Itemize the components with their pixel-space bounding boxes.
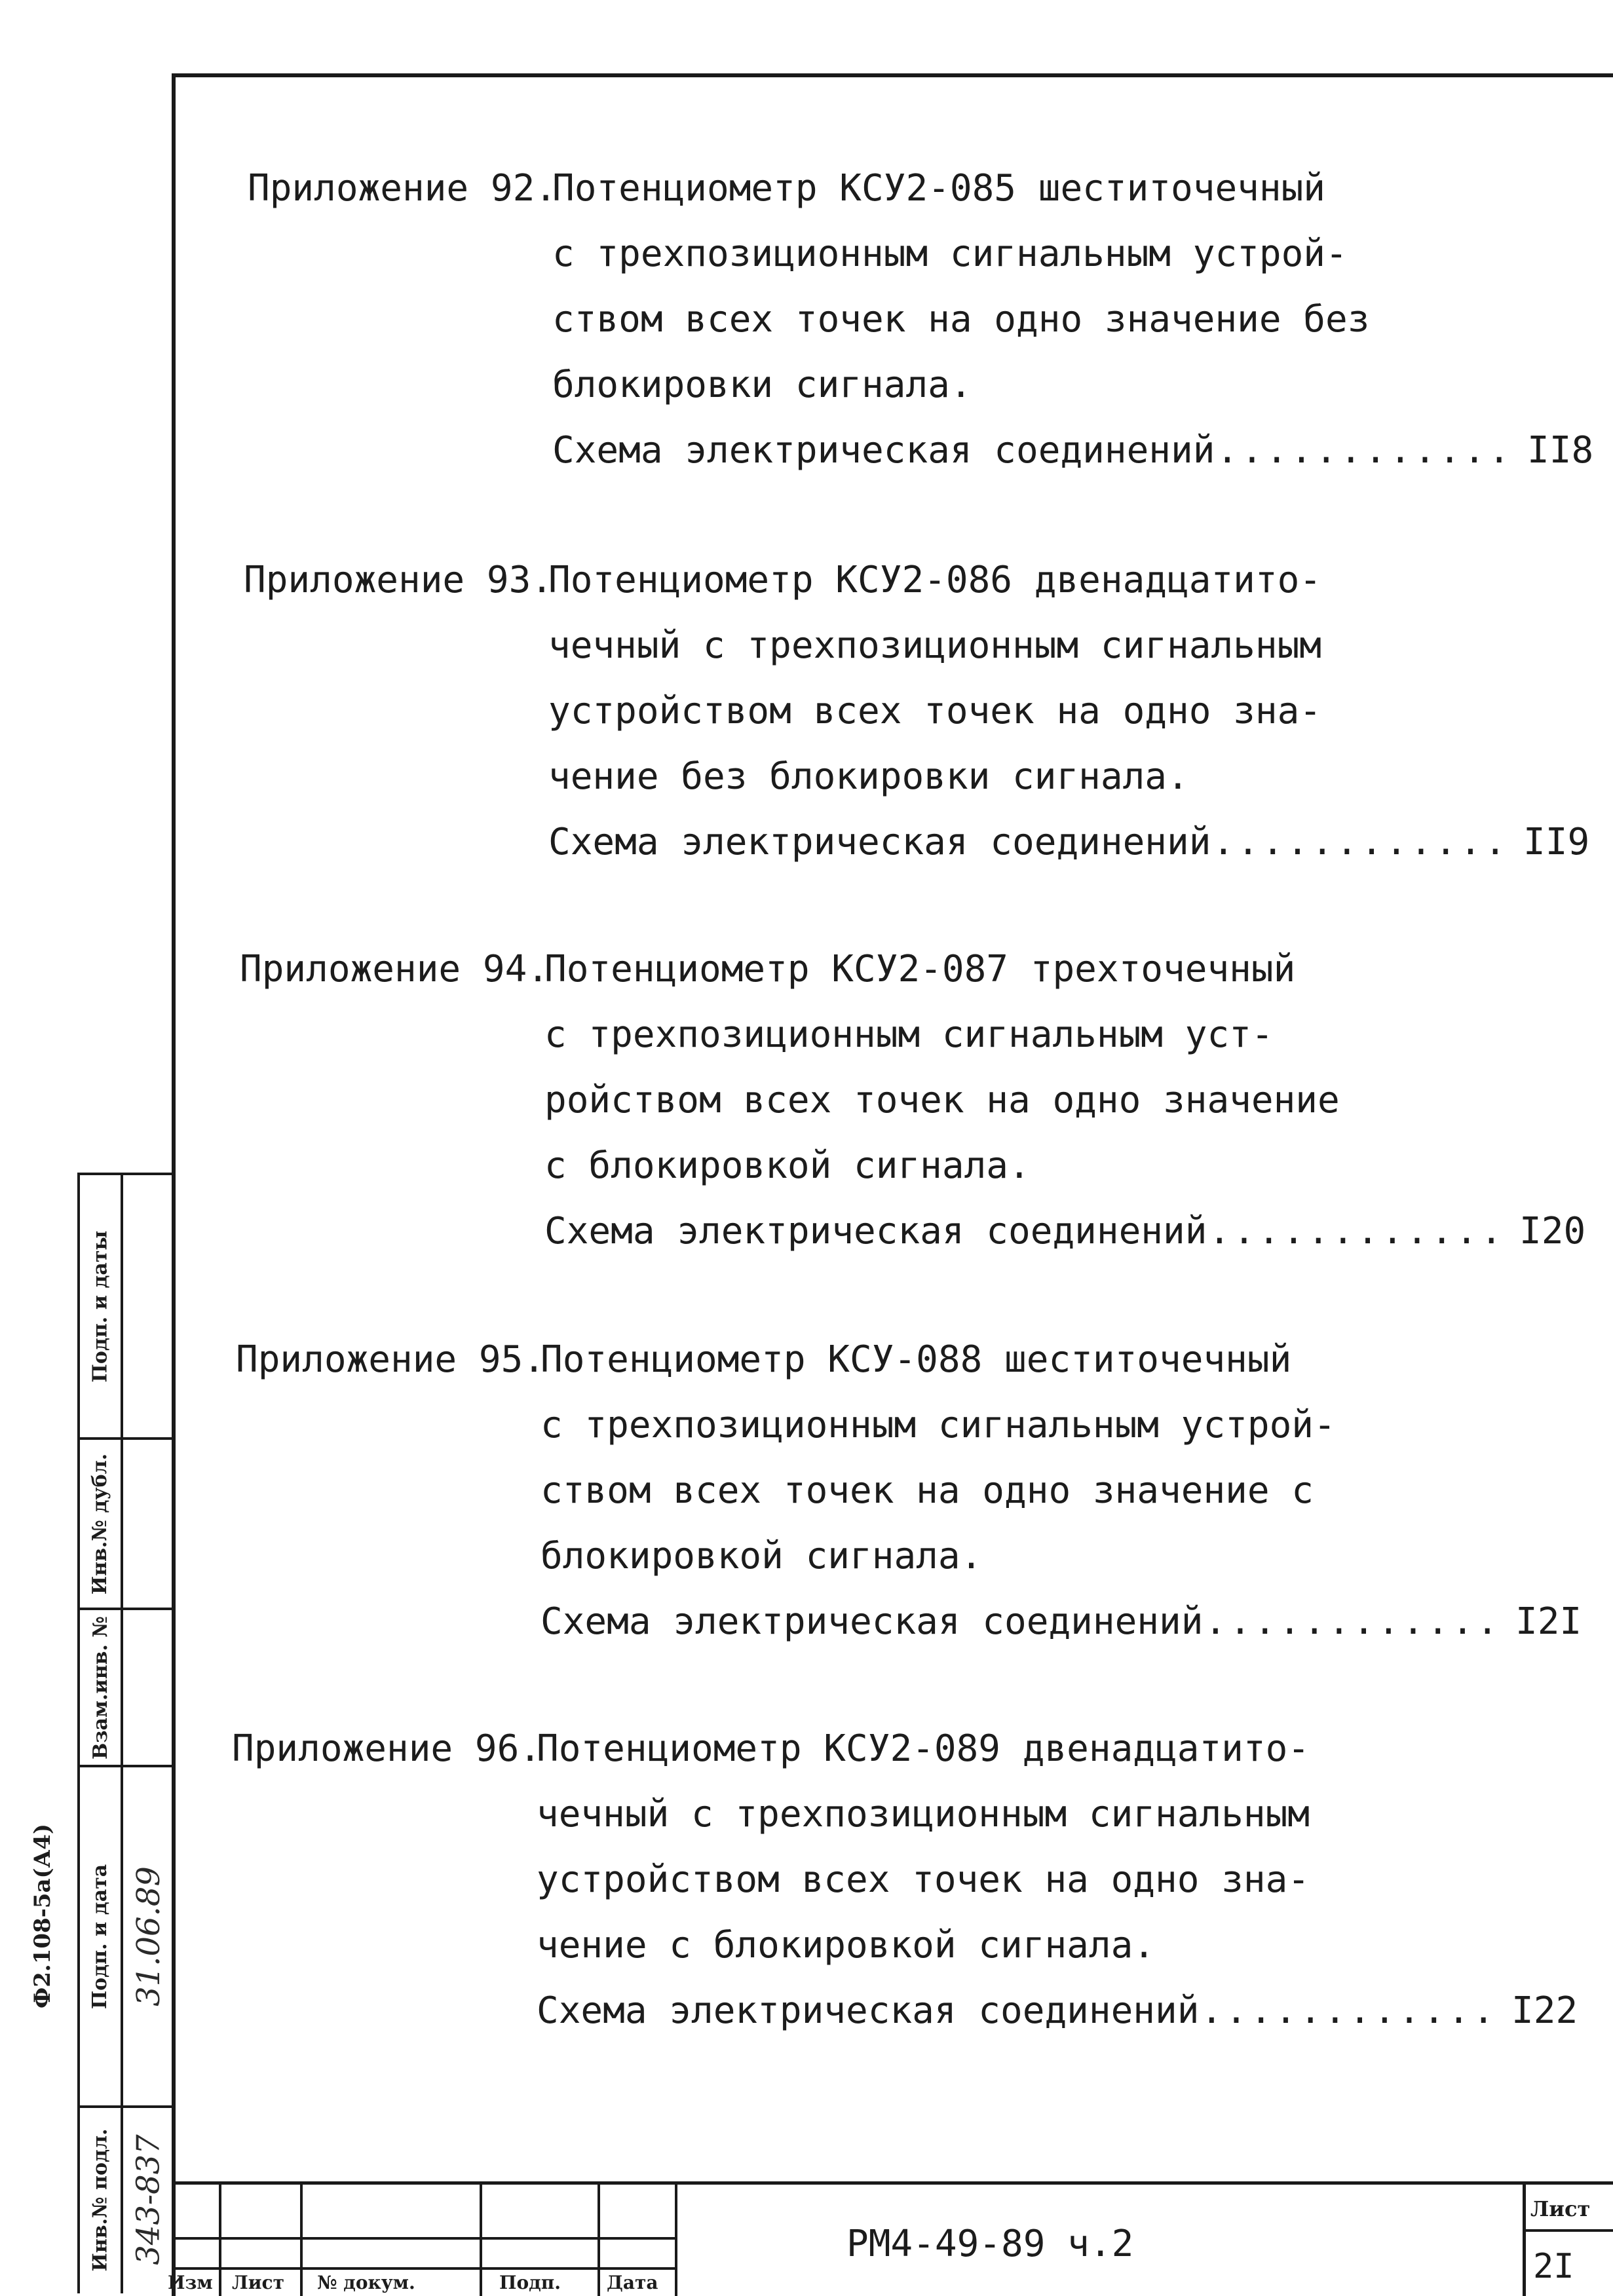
entry-text-line: ством всех точек на одно значение с xyxy=(541,1469,1314,1512)
appendix-label: Приложение 94. xyxy=(240,948,550,990)
tb-line xyxy=(1523,2185,1526,2296)
appendix-label: Приложение 96. xyxy=(232,1727,542,1770)
entry-text-line: с трехпозиционным сигнальным устрой- xyxy=(541,1404,1336,1446)
entry-text-line: ством всех точек на одно значение без xyxy=(552,298,1370,341)
tb-line xyxy=(675,2185,677,2296)
schema-title: Схема электрическая соединений xyxy=(537,1989,1200,2032)
signature-date-text: 31.06.89 xyxy=(130,1866,167,2006)
stamp-cell xyxy=(80,2108,121,2291)
stamp-cell-label: Инв.№ дубл. xyxy=(88,1453,112,1594)
stamp-cell xyxy=(80,1175,121,1437)
sheet-number: 2I xyxy=(1533,2247,1574,2286)
entry-text-line: Потенциометр КСУ2-085 шеститочечный xyxy=(552,167,1326,210)
page-number: I2I xyxy=(1515,1600,1582,1643)
tb-line xyxy=(480,2185,482,2296)
entry-text-line: блокировки сигнала. xyxy=(552,364,972,406)
schema-row xyxy=(537,1978,1578,2044)
dot-leader: ............ xyxy=(1208,1210,1506,1252)
page-number: II9 xyxy=(1523,821,1590,863)
entry-text-line: Потенциометр КСУ2-086 двенадцатито- xyxy=(548,559,1322,601)
tb-line xyxy=(219,2185,221,2296)
signature-date xyxy=(123,1767,174,2105)
page-number: I20 xyxy=(1519,1210,1586,1252)
schema-row xyxy=(548,810,1590,875)
appendix-label: Приложение 93. xyxy=(244,559,554,601)
form-code-text: Ф2.108-5а(А4) xyxy=(29,1823,56,2009)
schema-row xyxy=(544,1199,1586,1264)
stamp-cell xyxy=(80,1767,121,2105)
stamp-cell xyxy=(80,1440,121,1608)
entry-text-line: ройством всех точек на одно значение xyxy=(544,1079,1340,1121)
dot-leader: ............ xyxy=(1212,821,1509,863)
stamp-cell-label: Подп. и дата xyxy=(88,1864,112,2009)
stamp-cell-label: Инв.№ подл. xyxy=(88,2128,112,2272)
title-block xyxy=(168,2181,1613,2296)
document-code: РМ4-49-89 ч.2 xyxy=(846,2223,1134,2265)
tb-line xyxy=(172,2267,677,2270)
dot-leader: ............ xyxy=(1200,1989,1498,2032)
appendix-label: Приложение 92. xyxy=(248,167,558,210)
tb-col-date: Дата xyxy=(607,2272,658,2293)
schema-row xyxy=(541,1589,1582,1655)
tb-line xyxy=(598,2185,600,2296)
entry-text-line: устройством всех точек на одно зна- xyxy=(548,690,1322,732)
entry-text-line: Потенциометр КСУ2-087 трехточечный xyxy=(544,948,1296,990)
stamp-cell-label: Взам.инв. № xyxy=(88,1615,112,1760)
tb-col-izm: Изм xyxy=(168,2272,213,2293)
entry-text-line: чечный с трехпозиционным сигнальным xyxy=(537,1793,1310,1835)
inventory-number-text: 343-837 xyxy=(130,2134,168,2265)
tb-line xyxy=(300,2185,303,2296)
entry-text-line: чечный с трехпозиционным сигнальным xyxy=(548,624,1322,667)
tb-line xyxy=(172,2237,677,2240)
entry-text-line: с трехпозиционным сигнальным уст- xyxy=(544,1013,1274,1056)
dot-leader: ............ xyxy=(1216,429,1513,472)
sheet-label: Лист xyxy=(1530,2196,1591,2221)
schema-row xyxy=(552,418,1594,483)
entry-text-line: устройством всех точек на одно зна- xyxy=(537,1858,1310,1901)
appendix-label: Приложение 95. xyxy=(236,1338,546,1381)
schema-title: Схема электрическая соединений xyxy=(548,821,1211,863)
dot-leader: ............ xyxy=(1204,1600,1502,1643)
entry-text-line: чение без блокировки сигнала. xyxy=(548,755,1189,798)
tb-col-list: Лист xyxy=(232,2272,284,2293)
stamp-cell xyxy=(80,1610,121,1765)
schema-title: Схема электрическая соединений xyxy=(541,1600,1204,1643)
page-number: II8 xyxy=(1527,429,1594,472)
entry-text-line: Потенциометр КСУ2-089 двенадцатито- xyxy=(537,1727,1310,1770)
page-number: I22 xyxy=(1511,1989,1578,2032)
entry-text-line: чение с блокировкой сигнала. xyxy=(537,1924,1156,1967)
schema-title: Схема электрическая соединений xyxy=(552,429,1215,472)
tb-line xyxy=(1523,2229,1613,2232)
side-stamp xyxy=(77,1173,174,2293)
entry-text-line: с блокировкой сигнала. xyxy=(544,1144,1031,1187)
entry-text-line: с трехпозиционным сигнальным устрой- xyxy=(552,233,1348,275)
tb-col-sign: Подп. xyxy=(499,2272,561,2293)
schema-title: Схема электрическая соединений xyxy=(544,1210,1207,1252)
inventory-number xyxy=(123,2108,174,2291)
entry-text-line: Потенциометр КСУ-088 шеститочечный xyxy=(541,1338,1292,1381)
stamp-cell-label: Подп. и даты xyxy=(88,1230,112,1382)
entry-text-line: блокировкой сигнала. xyxy=(541,1535,983,1577)
tb-col-doc: № докум. xyxy=(317,2272,415,2293)
form-code xyxy=(13,1769,72,2063)
frame-top-border xyxy=(172,73,1613,77)
